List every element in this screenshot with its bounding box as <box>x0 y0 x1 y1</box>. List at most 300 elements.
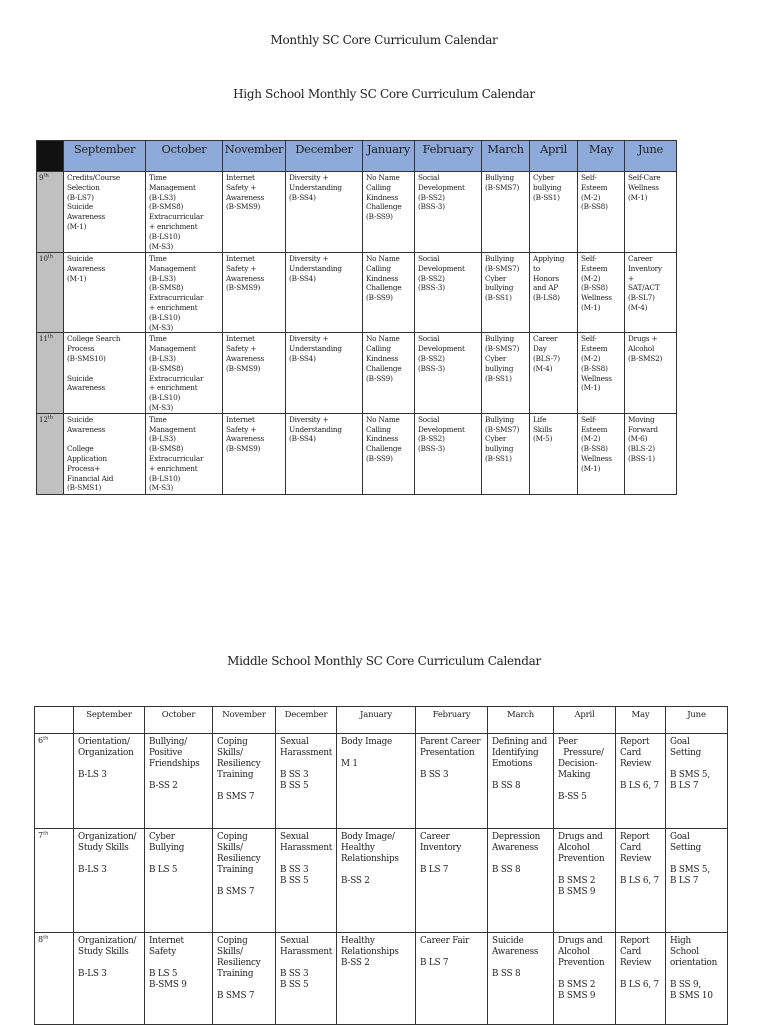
calendar-cell <box>416 829 488 933</box>
calendar-cell <box>74 933 145 1025</box>
cell-line: Diversity + <box>289 414 329 424</box>
cell-line: Understanding <box>289 344 342 354</box>
cell-line: Awareness <box>226 434 265 444</box>
cell-line: Awareness <box>67 212 106 222</box>
cell-line: Career <box>628 254 653 263</box>
cell-line: Friendships <box>149 759 200 769</box>
cell-line: (B-SL7) <box>628 293 655 303</box>
calendar-cell <box>213 734 276 829</box>
cell-line: (M-1) <box>67 273 87 283</box>
cell-line: bullying <box>485 444 514 454</box>
cell-line: B SS 8 <box>492 781 521 791</box>
grade-row <box>37 413 677 494</box>
calendar-cell <box>416 734 488 829</box>
cell-line: Depression <box>492 832 541 842</box>
cell-line: B LS 6, 7 <box>620 980 659 990</box>
cell-line: B SS 5 <box>280 876 309 886</box>
high-school-calendar-table <box>36 140 677 495</box>
cell-line: Self- <box>581 414 597 424</box>
cell-line: Wellness <box>581 373 612 383</box>
calendar-cell <box>530 413 578 494</box>
calendar-cell <box>64 333 146 413</box>
cell-line: SAT/ACT <box>628 283 660 293</box>
cell-line: Organization <box>78 748 134 758</box>
cell-line: Awareness <box>67 424 106 434</box>
cell-line: B LS 7 <box>670 781 699 791</box>
cell-line: Social <box>418 173 440 182</box>
cell-line: Awareness <box>67 263 106 273</box>
cell-line: Process <box>67 344 95 354</box>
cell-line: + enrichment <box>149 221 198 231</box>
cell-line: Day <box>533 344 547 354</box>
cell-line: B SS 8 <box>492 969 521 979</box>
cell-line: Awareness <box>226 273 265 283</box>
month-header: April <box>530 141 578 172</box>
high-school-header-row <box>37 141 677 172</box>
cell-line: B SMS 9 <box>558 991 596 1001</box>
cell-line: Challenge <box>366 202 402 212</box>
cell-line: B-LS 3 <box>78 770 107 780</box>
calendar-cell <box>530 333 578 413</box>
cell-line: Internet <box>226 254 255 263</box>
cell-line: (B-SMS7) <box>485 344 520 354</box>
calendar-cell <box>482 413 530 494</box>
cell-line: B SS 5 <box>280 980 309 990</box>
cell-line: (M-1) <box>581 383 601 393</box>
cell-line: School <box>670 947 699 957</box>
cell-line: Awareness <box>226 353 265 363</box>
cell-line: Training <box>217 865 254 875</box>
calendar-cell <box>146 333 223 413</box>
cell-line <box>78 958 141 969</box>
cell-line <box>78 854 141 865</box>
cell-line: Inventory <box>628 263 662 273</box>
calendar-cell <box>554 933 616 1025</box>
month-header: January <box>363 141 415 172</box>
calendar-cell <box>146 413 223 494</box>
cell-line: Safety + <box>226 344 257 354</box>
cell-line: Life <box>533 414 547 424</box>
cell-line: B SMS 5, <box>670 865 710 875</box>
cell-line <box>670 759 724 770</box>
cell-line: Orientation/ <box>78 737 130 747</box>
cell-line: B-SS 5 <box>558 792 587 802</box>
cell-line: B-LS 3 <box>78 969 107 979</box>
cell-line <box>341 865 412 876</box>
cell-line: Extracurricular <box>149 453 204 463</box>
cell-line: (B-SMS8) <box>149 363 184 373</box>
cell-line: Inventory <box>420 843 462 853</box>
cell-line: Skills/ <box>217 947 243 957</box>
grade-number: 12 <box>39 415 48 424</box>
cell-line: B SS 9, <box>670 980 701 990</box>
cell-line: B SS 8 <box>492 865 521 875</box>
cell-line: Development <box>418 263 465 273</box>
cell-line: B SS 3 <box>280 969 309 979</box>
cell-line: (B-SS4) <box>289 273 316 283</box>
cell-line: Self-Care <box>628 173 661 182</box>
cell-line: (B-SS2) <box>418 353 445 363</box>
cell-line: Process+ <box>67 463 101 473</box>
cell-line <box>670 854 724 865</box>
cell-line: Esteem <box>581 344 608 354</box>
cell-line: Extracurricular <box>149 212 204 222</box>
cell-line: Career Fair <box>420 936 470 946</box>
cell-line: Alcohol <box>628 344 655 354</box>
cell-line: Resiliency <box>217 759 261 769</box>
cell-line: B SS 5 <box>280 781 309 791</box>
middle-school-title: Middle School Monthly SC Core Curriculum Calendar <box>227 654 541 668</box>
month-header: April <box>554 707 616 734</box>
cell-line: (B-SS1) <box>485 293 512 303</box>
cell-line: Financial Aid <box>67 473 114 483</box>
calendar-cell <box>554 829 616 933</box>
cell-line: Peer <box>558 737 578 747</box>
cell-line: M 1 <box>341 759 358 769</box>
cell-line: Safety + <box>226 424 257 434</box>
cell-line: High <box>670 936 691 946</box>
cell-line: Internet <box>226 334 255 344</box>
cell-line: Internet <box>226 173 255 182</box>
cell-line: Social <box>418 334 440 344</box>
cell-line: Study Skills <box>78 947 129 957</box>
cell-line: Challenge <box>366 283 402 293</box>
cell-line: (B-LS3) <box>149 353 176 363</box>
grade-row <box>37 253 677 333</box>
month-header: March <box>488 707 554 734</box>
cell-line: Cyber <box>485 273 507 283</box>
grade-suffix: th <box>43 830 49 837</box>
cell-line: B LS 5 <box>149 865 178 875</box>
cell-line: Understanding <box>289 263 342 273</box>
grade-row <box>35 829 728 933</box>
calendar-cell <box>625 253 677 333</box>
cell-line: Bullying/ <box>149 737 188 747</box>
grade-number: 10 <box>39 255 48 263</box>
calendar-cell <box>64 172 146 253</box>
header-corner <box>37 141 64 172</box>
month-header: September <box>64 141 146 172</box>
month-header: May <box>578 141 625 172</box>
month-header: June <box>625 141 677 172</box>
calendar-cell <box>145 829 213 933</box>
grade-suffix: th <box>47 253 54 260</box>
calendar-cell <box>616 829 666 933</box>
calendar-cell <box>616 933 666 1025</box>
cell-line: (M-5) <box>533 434 553 444</box>
calendar-cell <box>223 253 286 333</box>
cell-line: (B-SS9) <box>366 453 393 463</box>
cell-line: Prevention <box>558 958 605 968</box>
cell-line: Diversity + <box>289 334 329 344</box>
cell-line: Self- <box>581 173 597 182</box>
cell-line <box>558 865 612 876</box>
cell-line: Review <box>620 854 652 864</box>
calendar-cell <box>213 829 276 933</box>
cell-line: (M-S3) <box>149 322 174 332</box>
cell-line: (M-1) <box>67 221 87 231</box>
cell-line: Training <box>217 969 254 979</box>
cell-line <box>149 958 209 969</box>
cell-line: No Name <box>366 414 400 424</box>
calendar-cell <box>625 333 677 413</box>
cell-line: B SMS 7 <box>217 792 255 802</box>
cell-line: to <box>533 263 540 273</box>
cell-line: Organization/ <box>78 832 137 842</box>
cell-line: B-SS 2 <box>149 781 178 791</box>
cell-line: (BSS-1) <box>628 453 655 463</box>
cell-line: Harassment <box>280 947 333 957</box>
cell-line: (B-SS9) <box>366 373 393 383</box>
calendar-cell <box>554 734 616 829</box>
cell-line: Wellness <box>628 182 659 192</box>
cell-line: B SMS 2 <box>558 980 596 990</box>
cell-line: Understanding <box>289 424 342 434</box>
cell-line: Bullying <box>485 414 514 424</box>
cell-line: Social <box>418 414 440 424</box>
grade-suffix: th <box>47 414 54 421</box>
cell-line: Understanding <box>289 182 342 192</box>
cell-line: B-SS 2 <box>341 958 370 968</box>
cell-line: Extracurricular <box>149 293 204 303</box>
month-header: December <box>286 141 363 172</box>
cell-line: Management <box>149 263 196 273</box>
calendar-cell <box>530 253 578 333</box>
cell-line: (B-LS3) <box>149 434 176 444</box>
cell-line <box>420 759 484 770</box>
cell-line <box>420 947 484 958</box>
cell-line: (M-S3) <box>149 402 174 412</box>
cell-line: (M-S3) <box>149 241 174 251</box>
cell-line: Decision- <box>558 759 598 769</box>
cell-line <box>217 980 272 991</box>
cell-line: Moving <box>628 414 655 424</box>
cell-line: Credits/Course <box>67 173 120 182</box>
calendar-cell <box>488 734 554 829</box>
cell-line: Self- <box>581 254 597 263</box>
cell-line: (BSS-3) <box>418 202 445 212</box>
cell-line: B LS 5 <box>149 969 178 979</box>
cell-line: (B-SS8) <box>581 202 608 212</box>
cell-line: Safety + <box>226 182 257 192</box>
cell-line: bullying <box>533 182 562 192</box>
page-title: Monthly SC Core Curriculum Calendar <box>270 33 498 47</box>
cell-line: Review <box>620 759 652 769</box>
calendar-cell <box>415 413 482 494</box>
cell-line: Defining and <box>492 737 548 747</box>
cell-line: (M-2) <box>581 192 601 202</box>
high-school-title: High School Monthly SC Core Curriculum Calendar <box>233 87 535 101</box>
cell-line <box>78 759 141 770</box>
calendar-cell <box>363 333 415 413</box>
month-header: May <box>616 707 666 734</box>
cell-line: Internet <box>226 414 255 424</box>
cell-line <box>420 854 484 865</box>
cell-line <box>492 958 550 969</box>
cell-line: (M-S3) <box>149 483 174 493</box>
cell-line: (B-SS9) <box>366 293 393 303</box>
cell-line: Cyber <box>485 353 507 363</box>
cell-line: College <box>67 444 94 454</box>
cell-line: (BLS-2) <box>628 444 655 454</box>
cell-line <box>67 364 143 374</box>
grade-label <box>35 933 74 1025</box>
cell-line: Card <box>620 843 642 853</box>
cell-line: Esteem <box>581 182 608 192</box>
cell-line: (BLS-7) <box>533 353 560 363</box>
cell-line: (B-SS9) <box>366 212 393 222</box>
cell-line: (B-SMS9) <box>226 202 261 212</box>
grade-suffix: th <box>43 735 49 742</box>
cell-line: Healthy <box>341 936 375 946</box>
cell-line: Wellness <box>581 293 612 303</box>
calendar-cell <box>74 829 145 933</box>
cell-line: (B-SMS9) <box>226 444 261 454</box>
cell-line: Making <box>558 770 591 780</box>
cell-line: Relationships <box>341 947 399 957</box>
grade-number: 7 <box>38 831 44 840</box>
cell-line <box>341 748 412 759</box>
cell-line: Management <box>149 182 196 192</box>
cell-line <box>217 781 272 792</box>
cell-line: Application <box>67 453 107 463</box>
cell-line <box>558 969 612 980</box>
calendar-cell <box>578 413 625 494</box>
cell-line: (B-SMS2) <box>628 353 663 363</box>
cell-line: No Name <box>366 334 400 344</box>
cell-line: B SMS 7 <box>217 991 255 1001</box>
cell-line: Diversity + <box>289 254 329 263</box>
calendar-cell <box>616 734 666 829</box>
calendar-cell <box>363 253 415 333</box>
cell-line: Review <box>620 958 652 968</box>
cell-line: B SMS 2 <box>558 876 596 886</box>
calendar-cell <box>286 333 363 413</box>
cell-line: B LS 7 <box>420 958 449 968</box>
cell-line: B SMS 5, <box>670 770 710 780</box>
cell-line: (B-LS3) <box>149 192 176 202</box>
calendar-cell <box>286 253 363 333</box>
cell-line: Coping <box>217 737 248 747</box>
cell-line: Kindness <box>366 192 399 202</box>
cell-line: Time <box>149 254 167 263</box>
cell-line: Report <box>620 936 650 946</box>
cell-line: Sexual <box>280 936 309 946</box>
cell-line: Time <box>149 414 167 424</box>
calendar-cell <box>337 734 416 829</box>
cell-line: B SS 3 <box>420 770 449 780</box>
cell-line: (M-1) <box>628 192 648 202</box>
calendar-cell <box>578 333 625 413</box>
cell-line: Cyber <box>533 173 555 182</box>
cell-line: Suicide <box>67 202 94 212</box>
grade-number: 6 <box>38 736 44 745</box>
cell-line: B SMS 7 <box>217 887 255 897</box>
cell-line: Emotions <box>492 759 533 769</box>
cell-line: Safety <box>149 947 177 957</box>
grade-suffix: th <box>43 172 49 179</box>
cell-line: Cyber <box>149 832 175 842</box>
cell-line: Calling <box>366 263 391 273</box>
cell-line: (B-SMS9) <box>226 363 261 373</box>
cell-line: Awareness <box>67 383 106 393</box>
cell-line: Card <box>620 947 642 957</box>
month-header: March <box>482 141 530 172</box>
cell-line: Career <box>533 334 558 344</box>
cell-line: (B-SS2) <box>418 434 445 444</box>
grade-row <box>37 333 677 413</box>
cell-line: Training <box>217 770 254 780</box>
cell-line <box>620 969 662 980</box>
cell-line: (B-LS7) <box>67 192 94 202</box>
cell-line: Prevention <box>558 854 605 864</box>
cell-line <box>558 781 612 792</box>
cell-line: Healthy <box>341 843 375 853</box>
calendar-cell <box>213 933 276 1025</box>
cell-line: Challenge <box>366 444 402 454</box>
cell-line: Positive <box>149 748 183 758</box>
calendar-cell <box>223 172 286 253</box>
calendar-cell <box>64 413 146 494</box>
calendar-cell <box>415 333 482 413</box>
cell-line: (B-LS3) <box>149 273 176 283</box>
cell-line: Skills/ <box>217 843 243 853</box>
cell-line: B SMS 10 <box>670 991 713 1001</box>
cell-line: Alcohol <box>558 947 590 957</box>
cell-line: Alcohol <box>558 843 590 853</box>
cell-line: + enrichment <box>149 383 198 393</box>
cell-line: Sexual <box>280 832 309 842</box>
calendar-cell <box>363 172 415 253</box>
calendar-cell <box>530 172 578 253</box>
cell-line: B LS 6, 7 <box>620 781 659 791</box>
cell-line <box>492 770 550 781</box>
cell-line: B-SMS 9 <box>149 980 187 990</box>
cell-line: (B-SS4) <box>289 434 316 444</box>
cell-line: B SS 3 <box>280 770 309 780</box>
cell-line <box>280 854 333 865</box>
cell-line: (B-SS1) <box>485 453 512 463</box>
calendar-cell <box>625 413 677 494</box>
calendar-cell <box>286 172 363 253</box>
cell-line: B SMS 9 <box>558 887 596 897</box>
cell-line: Presentation <box>420 748 475 758</box>
cell-line <box>620 770 662 781</box>
cell-line: (M-4) <box>533 363 553 373</box>
cell-line: Calling <box>366 182 391 192</box>
cell-line: (B-SS8) <box>581 444 608 454</box>
cell-line: Bullying <box>485 254 514 263</box>
cell-line: Safety + <box>226 263 257 273</box>
middle-school-header-row <box>35 707 728 734</box>
calendar-cell <box>276 829 337 933</box>
calendar-cell <box>482 333 530 413</box>
cell-line: Internet <box>149 936 184 946</box>
cell-line: + enrichment <box>149 302 198 312</box>
cell-line: Resiliency <box>217 854 261 864</box>
calendar-cell <box>337 933 416 1025</box>
cell-line: Sexual <box>280 737 309 747</box>
cell-line <box>149 770 209 781</box>
grade-label <box>37 333 64 413</box>
month-header: November <box>223 141 286 172</box>
cell-line: B-SS 2 <box>341 876 370 886</box>
cell-line: Wellness <box>581 453 612 463</box>
cell-line: Drugs and <box>558 832 603 842</box>
month-header: February <box>416 707 488 734</box>
cell-line: B-LS 3 <box>78 865 107 875</box>
grade-label <box>35 829 74 933</box>
